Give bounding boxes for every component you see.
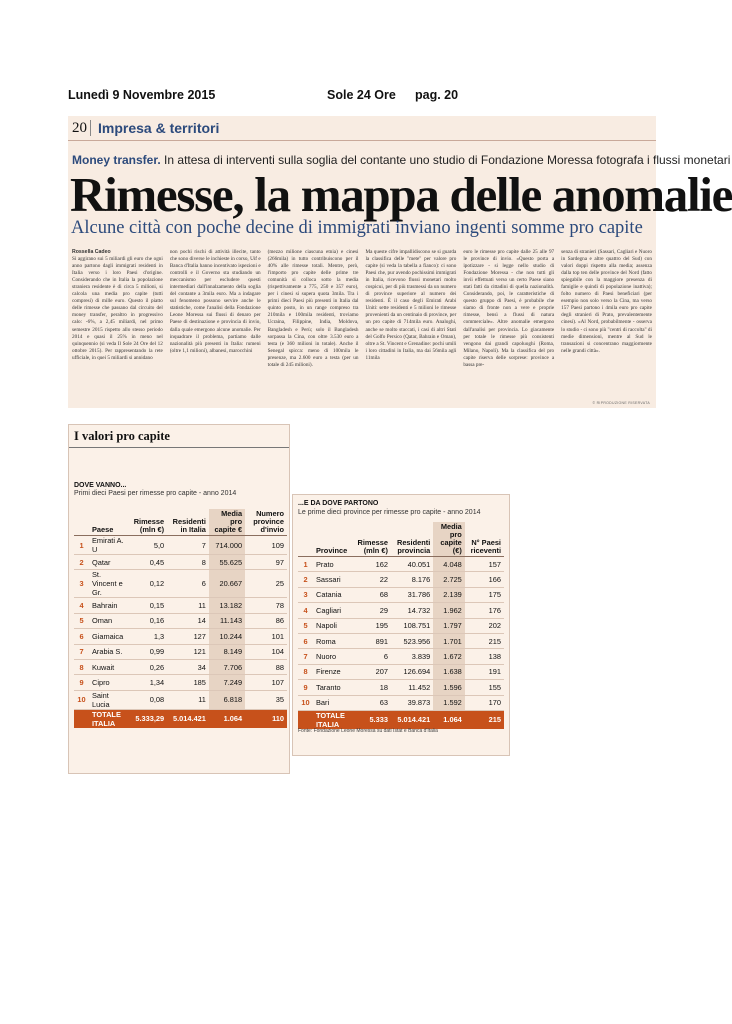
table-cell: 22 — [352, 572, 391, 587]
rank-cell: 6 — [298, 633, 313, 648]
table-cell: 1.962 — [433, 603, 465, 618]
column-text: Si aggirano sui 5 miliardi gli euro che ogni anno partono dagli immigrati residenti in Italia verso i loro Paesi d'origine. Considerando che in Italia la popolazione straniera residente è di circa 5 milioni, si calcola una media pro capite (tutti compresi) di mille euro. Questo il piatto delle rimesse che passano dal circuito del money transfer, peraltro in progressivo calo: -6%, a 2,45 miliardi, nel primo semestre 2015 rispetto allo stesso periodo 2014 e quasi il 25% in meno nel quinquennio (si veda Il Sole 24 Ore del 12 ottobre 2015). Per rappresentando la rete ufficiale, in quei 5 miliardi si annidano — [72, 256, 163, 361]
table-cell: 1.701 — [433, 633, 465, 648]
table-right-box — [292, 494, 510, 756]
table-cell: Cipro — [89, 675, 128, 690]
column-header — [74, 509, 89, 536]
table-left-subtitle: Primi dieci Paesi per rimesse pro capite - anno 2014 — [74, 490, 237, 497]
table-cell: 0,16 — [128, 613, 167, 628]
rank-cell: 8 — [74, 659, 89, 674]
table-right — [298, 522, 504, 729]
table-cell: Giamaica — [89, 629, 128, 644]
table-cell: 6 — [352, 649, 391, 664]
table-cell: 1.596 — [433, 680, 465, 695]
table-row — [74, 598, 287, 613]
rank-cell: 2 — [74, 555, 89, 570]
table-cell: 20.667 — [209, 570, 245, 598]
article-column — [463, 249, 554, 401]
total-row — [74, 709, 287, 728]
table-row — [74, 570, 287, 598]
headline: Rimesse, la mappa delle anomalie — [70, 167, 732, 222]
table-left — [74, 509, 287, 728]
column-header: Province — [313, 522, 352, 557]
rank-cell: 8 — [298, 664, 313, 679]
table-cell: 11 — [167, 598, 209, 613]
table-cell: 215 — [465, 633, 504, 648]
table-right-kicker: ...E DA DOVE PARTONO — [298, 500, 379, 507]
rank-cell: 2 — [298, 572, 313, 587]
table-cell: 108.751 — [391, 618, 433, 633]
table-cell: 7.706 — [209, 659, 245, 674]
header-page: pag. 20 — [415, 88, 459, 102]
rank-cell: 4 — [74, 598, 89, 613]
table-cell: Taranto — [313, 680, 352, 695]
table-right-subtitle: Le prime dieci province per rimesse pro capite - anno 2014 — [298, 509, 481, 516]
header-source: Sole 24 Ore — [327, 88, 396, 102]
table-cell: 97 — [245, 555, 287, 570]
table-cell: 40.051 — [391, 557, 433, 572]
table-row — [298, 557, 504, 572]
table-cell: 2.725 — [433, 572, 465, 587]
article-clipping — [68, 116, 732, 408]
table-cell: 8.149 — [209, 644, 245, 659]
column-header: Rimesse (mln €) — [352, 522, 391, 557]
table-cell: 155 — [465, 680, 504, 695]
table-cell: 8.176 — [391, 572, 433, 587]
rank-cell: 9 — [74, 675, 89, 690]
rank-cell: 10 — [74, 690, 89, 709]
divider — [90, 120, 91, 136]
rank-cell: 5 — [298, 618, 313, 633]
table-cell: 0,99 — [128, 644, 167, 659]
kicker-bold: Money transfer. — [72, 153, 161, 167]
table-cell: 25 — [245, 570, 287, 598]
table-cell: 127 — [167, 629, 209, 644]
table-cell: 29 — [352, 603, 391, 618]
column-header: Media pro capite € — [209, 509, 245, 536]
table-cell: Roma — [313, 633, 352, 648]
table-cell: Sassari — [313, 572, 352, 587]
table-row — [74, 690, 287, 709]
table-cell: 86 — [245, 613, 287, 628]
table-cell: St. Vincent e Gr. — [89, 570, 128, 598]
table-cell: 157 — [465, 557, 504, 572]
table-row — [74, 659, 287, 674]
table-cell: Kuwait — [89, 659, 128, 674]
table-cell: Bari — [313, 695, 352, 710]
column-header: Paese — [89, 509, 128, 536]
article-kicker — [72, 153, 730, 167]
table-cell: 7 — [167, 536, 209, 555]
table-cell: 110 — [245, 709, 287, 728]
article-columns — [72, 249, 652, 401]
table-cell: 13.182 — [209, 598, 245, 613]
table-cell: 104 — [245, 644, 287, 659]
table-cell: 0,12 — [128, 570, 167, 598]
subheadline: Alcune città con poche decine di immigrati inviano ingenti somme pro capite — [71, 218, 643, 238]
table-cell: 4.048 — [433, 557, 465, 572]
table-cell: 175 — [465, 587, 504, 602]
table-cell: 5.014.421 — [391, 710, 433, 729]
table-cell: 11 — [167, 690, 209, 709]
table-cell: 138 — [465, 649, 504, 664]
table-row — [298, 618, 504, 633]
rank-cell: 1 — [298, 557, 313, 572]
table-row — [298, 695, 504, 710]
table-cell: 5.333 — [352, 710, 391, 729]
page-bar — [68, 116, 656, 141]
column-header: Media pro capite (€) — [433, 522, 465, 557]
table-cell: 1.592 — [433, 695, 465, 710]
column-text: non pochi rischi di attività illecite, tanto che sono diverse le inchieste in corso, Uif e Banca d'Italia hanno incentivato ispezioni e controlli e il Governo sta studiando un meccanismo per escludere questi intermediari dall'innalzamento della soglia del contante a 3mila euro. Ma a indagare sul fenomeno possono servire anche le statistiche, come l'analisi della Fondazione Leone Moressa sui flussi di denaro per Paese di destinazione e provincia di invio, dalla quale emergono alcune anomalie. Per inquadrare il problema, partiamo dalle nazionalità più presenti in Italia: rumeni (oltre 1,1 milioni), albanesi, marocchini — [169, 249, 261, 354]
table-left-kicker: DOVE VANNO... — [74, 482, 127, 489]
table-cell: Catania — [313, 587, 352, 602]
rank-cell: 3 — [298, 587, 313, 602]
table-cell: Arabia S. — [89, 644, 128, 659]
table-row — [74, 555, 287, 570]
table-cell: 1.638 — [433, 664, 465, 679]
table-cell: 35 — [245, 690, 287, 709]
table-row — [298, 680, 504, 695]
table-cell: 215 — [465, 710, 504, 729]
article-column — [561, 249, 652, 401]
table-cell: 14 — [167, 613, 209, 628]
rank-cell — [298, 710, 313, 729]
table-cell: Prato — [313, 557, 352, 572]
table-cell: 170 — [465, 695, 504, 710]
table-cell: 191 — [465, 664, 504, 679]
table-cell: 3.839 — [391, 649, 433, 664]
table-cell: 63 — [352, 695, 391, 710]
column-header: Residenti in Italia — [167, 509, 209, 536]
article-column — [268, 249, 359, 401]
table-row — [298, 603, 504, 618]
article-column — [170, 249, 261, 401]
rank-cell: 3 — [74, 570, 89, 598]
table-cell: 891 — [352, 633, 391, 648]
table-row — [298, 633, 504, 648]
rank-cell: 5 — [74, 613, 89, 628]
table-left-box — [68, 424, 290, 774]
table-row — [74, 629, 287, 644]
article-column — [365, 249, 456, 401]
table-cell: 39.873 — [391, 695, 433, 710]
column-text: Ma queste cifre impallidiscono se si guarda la classifica delle "mete" per valore pro capite (si veda la tabella a fianco): ci sono Paesi che, pur avendo pochissimi immigrati in Italia, ricevono flussi monetari molto cospicui, per di più trasmessi da un numero di province superiore al numero dei residenti. È il caso degli Emirati Arabi Uniti: sette residenti e 5 milioni le rimesse provenienti da un centinaio di province, per un pro capite di 714mila euro. Analoghi, anche se molto staccati, i casi di altri Stati del Golfo Persico (Qatar, Bahrain e Oman), oltre a St. Vincent e Grenadine: pochi umili i loro cittadini in Italia, ma dai 56mila agli 11mila — [365, 249, 457, 361]
column-text: euro le rimesse pro capite dalle 25 alle 97 le province di invio. «Questo porta a ipotizzare - si legge nello studio di Fondazione Moressa - che non tutti gli invii effettuati verso un certo Paese siano stati fatti da cittadini di quella nazionalità. Considerando, poi, le caratteristiche di questo gruppo di Paesi, è probabile che siamo di fronte non a vere e proprie rimesse, bensì a flussi di natura commerciale». Altre anomalie emergono dall'analisi per provincia. Lo giacamente per totale le rimesse più consistenti vengono dai grandi capoluoghi (Roma, Milano, Napoli). Ma la classifica del pro capite riserva delle sorprese: province a bassa pre- — [463, 249, 555, 368]
table-cell: 78 — [245, 598, 287, 613]
table-cell: 0,15 — [128, 598, 167, 613]
table-cell: Cagliari — [313, 603, 352, 618]
table-cell: 1,3 — [128, 629, 167, 644]
rank-cell: 4 — [298, 603, 313, 618]
article-column — [72, 249, 163, 401]
rank-cell — [74, 709, 89, 728]
table-source: Fonte: Fondazione Leone Moressa su dati Istat e Banca d'Italia — [298, 728, 438, 734]
table-cell: Emirati A. U — [89, 536, 128, 555]
header-date: Lunedì 9 Novembre 2015 — [68, 88, 216, 102]
page-number: 20 — [72, 120, 87, 136]
table-cell: 207 — [352, 664, 391, 679]
table-cell: 88 — [245, 659, 287, 674]
table-cell: Qatar — [89, 555, 128, 570]
table-cell: 1,34 — [128, 675, 167, 690]
table-cell: 11.452 — [391, 680, 433, 695]
table-cell: 6 — [167, 570, 209, 598]
table-cell: 14.732 — [391, 603, 433, 618]
table-row — [298, 649, 504, 664]
table-cell: Firenze — [313, 664, 352, 679]
table-cell: 68 — [352, 587, 391, 602]
column-header: Residenti provincia — [391, 522, 433, 557]
table-cell: 166 — [465, 572, 504, 587]
table-cell: 0,08 — [128, 690, 167, 709]
table-cell: Saint Lucia — [89, 690, 128, 709]
table-row — [298, 587, 504, 602]
table-cell: 1.672 — [433, 649, 465, 664]
table-cell: 195 — [352, 618, 391, 633]
table-cell: 6.818 — [209, 690, 245, 709]
table-row — [298, 664, 504, 679]
total-row — [298, 710, 504, 729]
table-cell: Nuoro — [313, 649, 352, 664]
rank-cell: 7 — [74, 644, 89, 659]
table-cell: 8 — [167, 555, 209, 570]
table-cell: 523.956 — [391, 633, 433, 648]
rank-cell: 10 — [298, 695, 313, 710]
table-cell: 202 — [465, 618, 504, 633]
table-row — [74, 675, 287, 690]
table-cell: 0,26 — [128, 659, 167, 674]
table-cell: TOTALE ITALIA — [89, 709, 128, 728]
table-cell: 18 — [352, 680, 391, 695]
table-cell: Bahrain — [89, 598, 128, 613]
kicker-text: In attesa di interventi sulla soglia del contante uno studio di Fondazione Moressa fotografa i flussi monetari — [164, 153, 731, 167]
table-cell: 101 — [245, 629, 287, 644]
column-header: Numero province d'invio — [245, 509, 287, 536]
section-title: Impresa & territori — [98, 120, 220, 136]
table-cell: 2.139 — [433, 587, 465, 602]
table-cell: 185 — [167, 675, 209, 690]
table-cell: Napoli — [313, 618, 352, 633]
rank-cell: 9 — [298, 680, 313, 695]
column-header — [298, 522, 313, 557]
table-cell: 11.143 — [209, 613, 245, 628]
table-row — [74, 536, 287, 555]
tables-title: I valori pro capite — [74, 429, 170, 443]
table-cell: 7.249 — [209, 675, 245, 690]
column-header: Rimesse (mln €) — [128, 509, 167, 536]
table-cell: 5,0 — [128, 536, 167, 555]
table-cell: 31.786 — [391, 587, 433, 602]
rank-cell: 6 — [74, 629, 89, 644]
table-row — [298, 572, 504, 587]
table-cell: 1.064 — [209, 709, 245, 728]
column-text: (mezzo milione ciascuna etnia) e cinesi (266mila) in tutto contribuiscono per il 40% alle rimesse totali. Mentre, però, l'importo pro capite delle prime tre comunità si colloca sotto la media (rispettivamente a 775, 250 e 357 euro), per i cinesi si supera quota 3mila. Tra i primi dieci Paesi più presenti in Italia dal quinto posto, in un range compreso tra 210mila e 100mila residenti, troviamo Ucraina, Filippine, India, Moldova, Bangladesh e Perù; solo il Bangladesh sorpassa la Cina, con oltre 3.530 euro a testa (e 360 milioni in totale). Anche il Senegal spicca: meno di 100mila le presenze, ma 2.600 euro a testa (per un totale di 245 milioni). — [267, 249, 359, 368]
table-cell: 0,45 — [128, 555, 167, 570]
table-cell: 1.064 — [433, 710, 465, 729]
title-rule — [69, 447, 289, 448]
copyright-credit: © RIPRODUZIONE RISERVATA — [592, 401, 650, 405]
table-cell: 34 — [167, 659, 209, 674]
table-cell: 1.797 — [433, 618, 465, 633]
table-cell: 162 — [352, 557, 391, 572]
table-cell: 55.625 — [209, 555, 245, 570]
rank-cell: 7 — [298, 649, 313, 664]
rank-cell: 1 — [74, 536, 89, 555]
table-cell: 5.333,29 — [128, 709, 167, 728]
table-cell: TOTALE ITALIA — [313, 710, 352, 729]
table-cell: 107 — [245, 675, 287, 690]
table-row — [74, 613, 287, 628]
column-header: N° Paesi riceventi — [465, 522, 504, 557]
table-cell: 714.000 — [209, 536, 245, 555]
table-row — [74, 644, 287, 659]
table-cell: 121 — [167, 644, 209, 659]
table-cell: Oman — [89, 613, 128, 628]
byline: Rossella Cadeo — [72, 249, 111, 255]
table-cell: 126.694 — [391, 664, 433, 679]
column-text: senza di stranieri (Sassari, Cagliari e Nuoro in Sardegna e altre quattro del Sud) con valori doppi rispetto alla media; assenza dalla top ten delle province del Nord (fatto spiegabile con la maggiore presenza di famiglie e quindi di popolazione inattiva); folto numero di Paesi beneficiari (per esempio non solo verso la Cina, ma verso 157 Paesi partono i 4mila euro pro capite degli stranieri di Prato, prevalentemente cinesi). «Al Nord, probabilmente - osserva lo studio - ci sono più "centri di raccolta" di medie dimensioni, mentre al Sud le transazioni si concentrano maggiormente nelle grandi città». — [561, 249, 652, 354]
table-cell: 176 — [465, 603, 504, 618]
table-cell: 10.244 — [209, 629, 245, 644]
table-cell: 5.014.421 — [167, 709, 209, 728]
table-cell: 109 — [245, 536, 287, 555]
